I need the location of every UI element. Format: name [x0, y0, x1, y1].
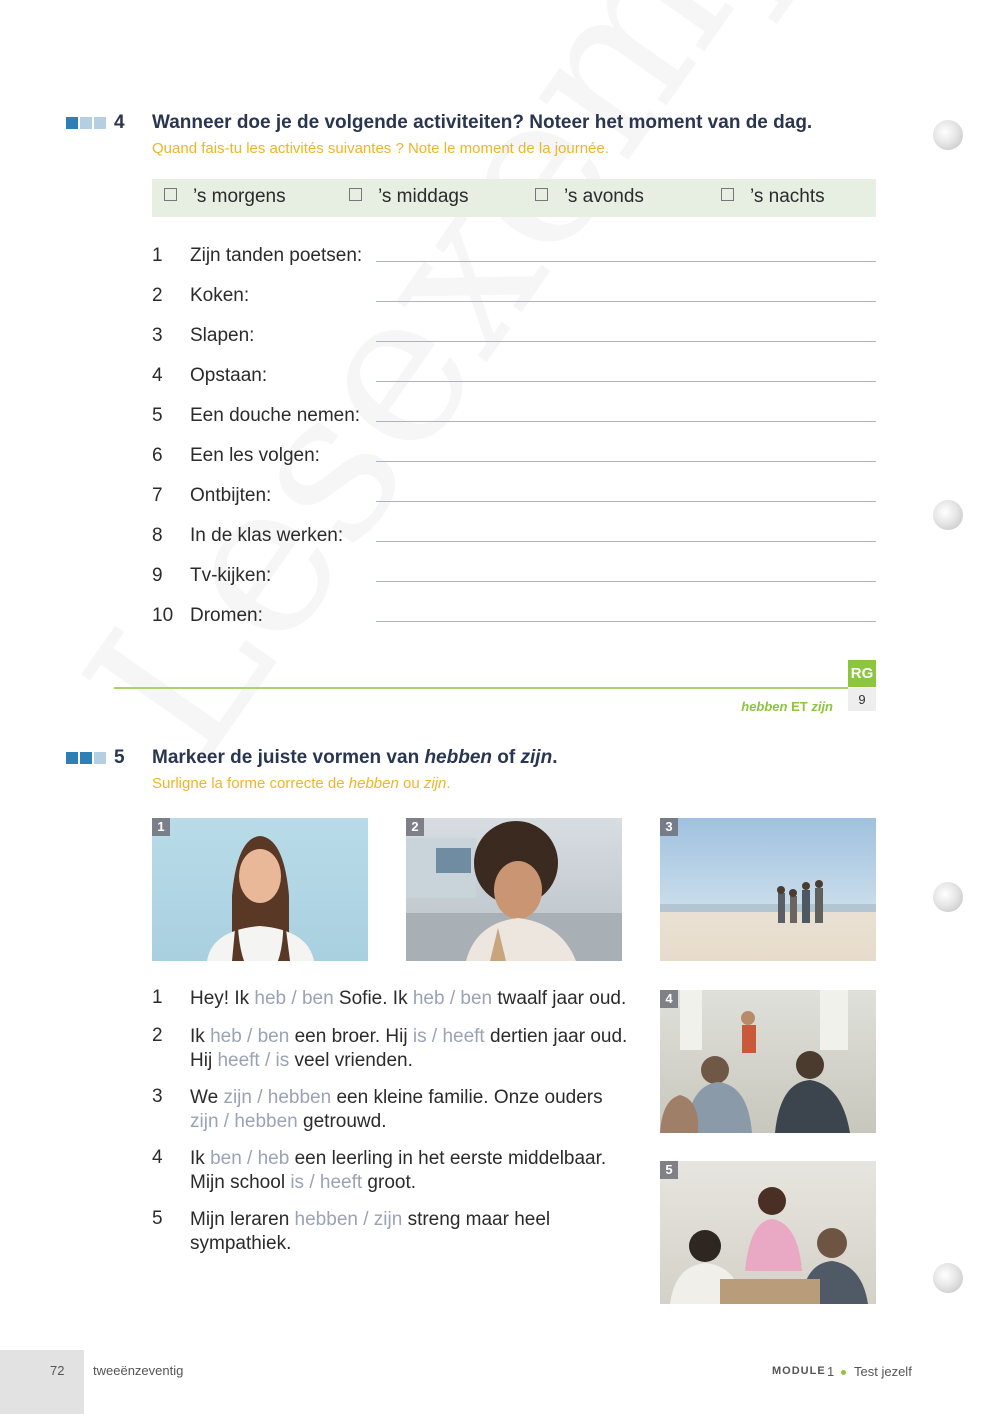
module-number: 1	[827, 1364, 835, 1379]
answer-line[interactable]	[376, 581, 876, 582]
item-number: 5	[152, 405, 163, 426]
item-label: Zijn tanden poetsen:	[190, 245, 363, 266]
page-number: 72	[50, 1363, 65, 1378]
option-evening[interactable]: ’s avonds	[535, 186, 644, 208]
answer-line[interactable]	[376, 421, 876, 422]
item-label: In de klas werken:	[190, 525, 344, 546]
item-label: Tv-kijken:	[190, 565, 272, 586]
item-label: Een douche nemen:	[190, 405, 361, 426]
answer-line[interactable]	[376, 381, 876, 382]
checkbox[interactable]	[535, 188, 548, 201]
bullet-dot	[841, 1370, 846, 1375]
answer-line[interactable]	[376, 461, 876, 462]
punch-hole	[933, 120, 963, 150]
sentence-number: 3	[152, 1086, 163, 1107]
punch-hole	[933, 500, 963, 530]
item-label: Koken:	[190, 285, 250, 306]
sentence: Ik heb / ben een broer. Hij is / heeft dertien jaar oud. Hij heeft / is veel vrienden.	[190, 1026, 628, 1071]
module-label: MODULE	[772, 1365, 826, 1377]
choice-option[interactable]: zijn / hebben	[223, 1087, 332, 1108]
item-number: 2	[152, 285, 163, 306]
sentence-number: 2	[152, 1025, 163, 1046]
option-night[interactable]: ’s nachts	[721, 186, 825, 208]
photo-boy-classroom	[406, 818, 622, 961]
item-number: 9	[152, 565, 163, 586]
item-label: Ontbijten:	[190, 485, 272, 506]
choice-option[interactable]: hebben / zijn	[294, 1209, 403, 1230]
item-number: 7	[152, 485, 163, 506]
checkbox[interactable]	[349, 188, 362, 201]
checkbox[interactable]	[721, 188, 734, 201]
item-number: 3	[152, 325, 163, 346]
item-number: 6	[152, 445, 163, 466]
page-tab	[0, 1350, 84, 1414]
photo-number: 2	[406, 818, 424, 836]
exercise-subtitle: Quand fais-tu les activités suivantes ? Note le moment de la journée.	[152, 140, 609, 157]
sentence: Hey! Ik heb / ben Sofie. Ik heb / ben twaalf jaar oud.	[190, 988, 627, 1009]
choice-option[interactable]: ben / heb	[210, 1148, 290, 1169]
photo-classroom-students	[660, 990, 876, 1133]
item-label: Opstaan:	[190, 365, 268, 386]
rg-page-number: 9	[848, 688, 876, 711]
choice-option[interactable]: heb / ben	[254, 988, 334, 1009]
exercise-subtitle: Surligne la forme correcte de hebben ou zijn.	[152, 775, 451, 792]
answer-line[interactable]	[376, 501, 876, 502]
item-label: Een les volgen:	[190, 445, 320, 466]
exercise-title: Markeer de juiste vormen van hebben of zijn.	[152, 747, 558, 768]
item-number: 1	[152, 245, 163, 266]
photo-number: 4	[660, 990, 678, 1008]
item-label: Dromen:	[190, 605, 263, 626]
choice-option[interactable]: heb / ben	[412, 988, 493, 1009]
sentence: Ik ben / heb een leerling in het eerste middelbaar. Mijn school is / heeft groot.	[190, 1148, 607, 1193]
photo-teacher-students	[660, 1161, 876, 1304]
divider	[114, 687, 848, 689]
choice-option[interactable]: zijn / hebben	[190, 1111, 298, 1132]
choice-option[interactable]: heb / ben	[210, 1026, 290, 1047]
choice-option[interactable]: is / heeft	[290, 1172, 363, 1193]
photo-number: 3	[660, 818, 678, 836]
checkbox[interactable]	[164, 188, 177, 201]
sentence: Mijn leraren hebben / zijn streng maar heel sympathiek.	[190, 1209, 551, 1254]
sentence: We zijn / hebben een kleine familie. Onze ouders zijn / hebben getrouwd.	[190, 1087, 603, 1132]
answer-line[interactable]	[376, 301, 876, 302]
item-number: 8	[152, 525, 163, 546]
photo-family-beach	[660, 818, 876, 961]
photo-number: 5	[660, 1161, 678, 1179]
sentence-number: 1	[152, 987, 163, 1008]
photo-girl-portrait	[152, 818, 368, 961]
choice-option[interactable]: heeft / is	[217, 1050, 290, 1071]
option-morning[interactable]: ’s morgens	[164, 186, 286, 208]
answer-line[interactable]	[376, 341, 876, 342]
answer-line[interactable]	[376, 541, 876, 542]
sentence-number: 5	[152, 1208, 163, 1229]
grammar-topic: hebben ET zijn	[741, 699, 833, 714]
section-name: Test jezelf	[854, 1364, 912, 1379]
answer-line[interactable]	[376, 621, 876, 622]
item-label: Slapen:	[190, 325, 255, 346]
page-number-words: tweeënzeventig	[93, 1363, 184, 1378]
exercise-number: 5	[114, 747, 125, 768]
exercise-number: 4	[114, 112, 125, 133]
choice-option[interactable]: is / heeft	[412, 1026, 485, 1047]
sentence-number: 4	[152, 1147, 163, 1168]
rg-badge: RG	[848, 660, 876, 687]
photo-number: 1	[152, 818, 170, 836]
item-number: 10	[152, 605, 174, 626]
option-afternoon[interactable]: ’s middags	[349, 186, 468, 208]
punch-hole	[933, 1263, 963, 1293]
item-number: 4	[152, 365, 163, 386]
answer-line[interactable]	[376, 261, 876, 262]
exercise-title: Wanneer doe je de volgende activiteiten? Noteer het moment van de dag.	[152, 112, 813, 133]
punch-hole	[933, 882, 963, 912]
